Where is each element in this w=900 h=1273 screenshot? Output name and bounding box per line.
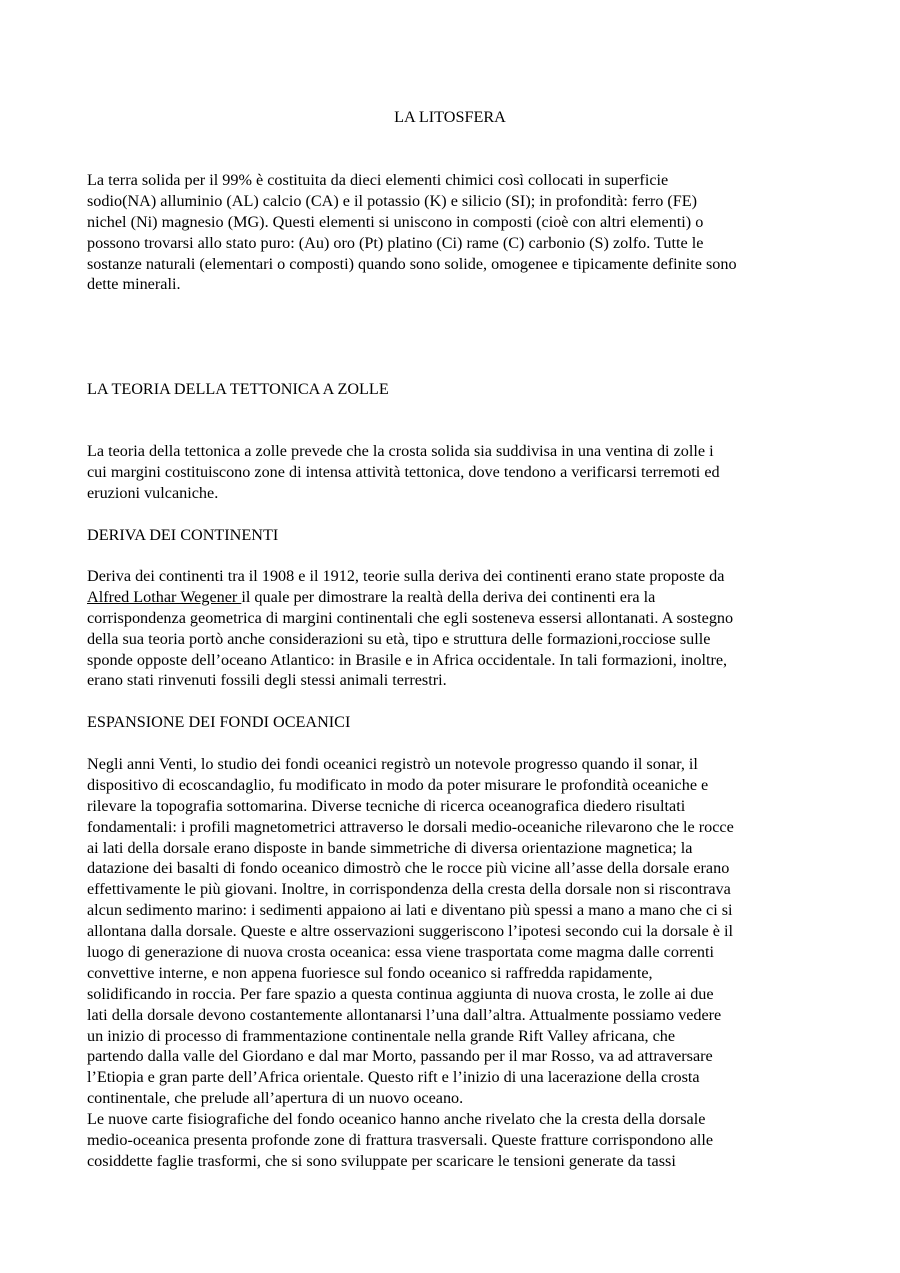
- section-heading-plate-tectonics: LA TEORIA DELLA TETTONICA A ZOLLE: [87, 380, 389, 398]
- wegener-link[interactable]: Alfred Lothar Wegener: [87, 587, 242, 606]
- text-line: convettive interne, e non appena fuoriesce sul fondo oceanico si raffredda rapidamente,: [87, 963, 653, 982]
- section-heading-continental-drift: DERIVA DEI CONTINENTI: [87, 526, 279, 544]
- text-line: sostanze naturali (elementari o composti) quando sono solide, omogenee e tipicamente definite sono: [87, 254, 737, 273]
- text-line: luogo di generazione di nuova crosta oceanica: essa viene trasportata come magma dalle correnti: [87, 943, 714, 962]
- text-line: rilevare la topografia sottomarina. Diverse tecniche di ricerca oceanografica diedero risultati: [87, 796, 686, 815]
- text-line: La terra solida per il 99% è costituita da dieci elementi chimici così collocati in superficie: [87, 171, 669, 189]
- text-line: un inizio di processo di frammentazione continentale nella grande Rift Valley africana, che: [87, 1026, 676, 1045]
- text-line: ai lati della dorsale erano disposte in bande simmetriche di diversa orientazione magnetica; la: [87, 838, 693, 857]
- intro-paragraph: [87, 170, 827, 295]
- text-line: partendo dalla valle del Giordano e dal mar Morto, passando per il mar Rosso, va ad attraversare: [87, 1047, 713, 1066]
- text-line: La teoria della tettonica a zolle prevede che la crosta solida sia suddivisa in una ventina di zolle i: [87, 442, 714, 460]
- text-line: Negli anni Venti, lo studio dei fondi oceanici registrò un notevole progresso quando il sonar, il: [87, 755, 698, 773]
- section-heading-seafloor-spreading: ESPANSIONE DEI FONDI OCEANICI: [87, 713, 351, 731]
- text-line: della sua teoria portò anche considerazioni su età, tipo e struttura delle formazioni,rocciose sulle: [87, 629, 711, 648]
- text-line: sponde opposte dell’oceano Atlantico: in Brasile e in Africa occidentale. In tali formazioni, inoltre,: [87, 650, 728, 669]
- text-line: cosiddette faglie trasformi, che si sono sviluppate per scaricare le tensioni generate da tassi: [87, 1151, 676, 1170]
- plate-tectonics-paragraph: [87, 441, 827, 504]
- text-line: alcun sedimento marino: i sedimenti appaiono ai lati e diventano più spessi a mano a mano che ci si: [87, 901, 733, 920]
- text-line: dette minerali.: [87, 275, 181, 294]
- text-line: cui margini costituiscono zone di intensa attività tettonica, dove tendono a verificarsi terremoti ed: [87, 462, 720, 481]
- text-line: corrispondenza geometrica di margini continentali che egli sosteneva essersi allontanati. A sostegno: [87, 608, 734, 627]
- text-line: nichel (Ni) magnesio (MG). Questi elementi si uniscono in composti (cioè con altri elementi) o: [87, 212, 704, 231]
- text-line: l’Etiopia e gran parte dell’Africa orientale. Questo rift e l’inizio di una lacerazione della crosta: [87, 1068, 700, 1087]
- text-line: possono trovarsi allo stato puro: (Au) oro (Pt) platino (Ci) rame (C) carbonio (S) zolfo. Tutte le: [87, 233, 704, 252]
- text-line: [87, 587, 827, 608]
- text-line-rest: il quale per dimostrare la realtà della deriva dei continenti era la: [241, 587, 656, 606]
- text-line: fondamentali: i profili magnetometrici attraverso le dorsali medio-oceaniche rilevarono che le rocce: [87, 817, 734, 836]
- text-line: solidificando in roccia. Per fare spazio a questa continua aggiunta di nuova crosta, le zolle ai due: [87, 984, 714, 1003]
- text-line: effettivamente le più giovani. Inoltre, in corrispondenza della cresta della dorsale non si riscontrava: [87, 880, 731, 899]
- continental-drift-paragraph: [87, 566, 827, 691]
- text-line: erano stati rinvenuti fossili degli stessi animali terrestri.: [87, 671, 447, 690]
- text-line: allontana dalla dorsale. Queste e altre osservazioni suggeriscono l’ipotesi secondo cui la dorsale è il: [87, 922, 733, 941]
- text-line: sodio(NA) alluminio (AL) calcio (CA) e il potassio (K) e silicio (SI); in profondità: ferro (FE): [87, 191, 698, 210]
- text-line: dispositivo di ecoscandaglio, fu modificato in modo da poter misurare le profondità oceaniche e: [87, 775, 709, 794]
- text-line: Deriva dei continenti tra il 1908 e il 1912, teorie sulla deriva dei continenti erano state proposte da: [87, 567, 725, 585]
- text-line: datazione dei basalti di fondo oceanico dimostrò che le rocce più vicine all’asse della dorsale erano: [87, 859, 730, 878]
- text-line: continentale, che prelude all’apertura di un nuovo oceano.: [87, 1089, 464, 1108]
- text-line: medio-oceanica presenta profonde zone di frattura trasversali. Queste fratture corrispondono alle: [87, 1131, 714, 1150]
- seafloor-spreading-paragraph: [87, 754, 827, 1172]
- text-line: eruzioni vulcaniche.: [87, 483, 219, 502]
- text-line: lati della dorsale devono costantemente allontanarsi l’una dall’altra. Attualmente possiamo vedere: [87, 1005, 722, 1024]
- page-title: LA LITOSFERA: [394, 108, 506, 126]
- text-line: Le nuove carte fisiografiche del fondo oceanico hanno anche rivelato che la cresta della dorsale: [87, 1110, 706, 1129]
